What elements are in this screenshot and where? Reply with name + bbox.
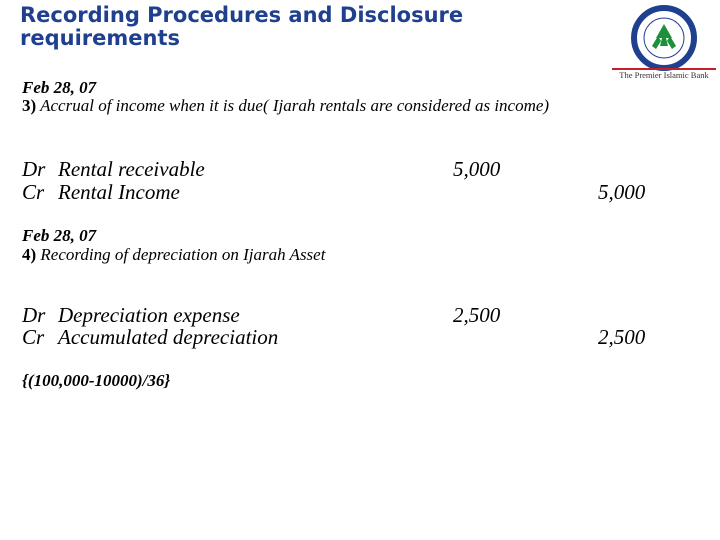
entry-account: Depreciation expense xyxy=(58,303,240,327)
slide-title: Recording Procedures and Disclosure requirements xyxy=(20,3,464,50)
entry-account: Accumulated depreciation xyxy=(58,325,279,349)
transaction-description-text: Recording of depreciation on Ijarah Asset xyxy=(40,245,326,264)
recycle-arrows-icon xyxy=(612,2,716,72)
entry-side: Cr xyxy=(22,325,45,349)
entry-side: Cr xyxy=(22,180,45,204)
debit-amount: 5,000 xyxy=(453,157,501,181)
transaction-number: 4) xyxy=(22,245,37,264)
depreciation-formula: {(100,000-10000)/36} xyxy=(22,371,171,390)
transaction-description xyxy=(22,245,325,265)
entry-account: Rental receivable xyxy=(58,157,205,181)
journal-entry-credit xyxy=(22,180,180,205)
credit-amount: 2,500 xyxy=(598,325,646,349)
entry-side: Dr xyxy=(22,157,46,181)
journal-entry-credit xyxy=(22,325,278,350)
bank-tagline: The Premier Islamic Bank xyxy=(619,70,709,80)
transaction-description xyxy=(22,96,549,116)
entry-account: Rental Income xyxy=(58,180,180,204)
journal-entry-debit xyxy=(22,157,205,182)
debit-amount: 2,500 xyxy=(453,303,501,327)
credit-amount: 5,000 xyxy=(598,180,646,204)
transaction-description-text: Accrual of income when it is due( Ijarah rentals are considered as income) xyxy=(40,96,550,115)
transaction-date: Feb 28, 07 xyxy=(22,78,97,97)
entry-side: Dr xyxy=(22,303,46,327)
transaction-date: Feb 28, 07 xyxy=(22,226,97,245)
transaction-number: 3) xyxy=(22,96,37,115)
